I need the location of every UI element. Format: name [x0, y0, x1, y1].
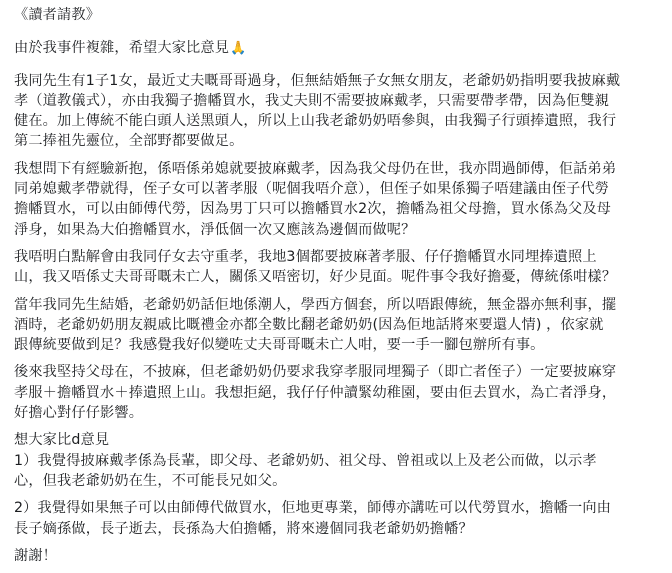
paragraph-1 [14, 71, 664, 152]
post-title [14, 5, 664, 25]
question-2-line: 2）我覺得如果無子可以由師傅代做買水，佢地更專業，師傅亦講咗可以代勞買水，擔幡一向由 [14, 500, 612, 517]
paragraph-line: 淨身，如果為大伯擔幡買水，淨低個一次又應該為邊個而做呢？ [14, 221, 416, 238]
paragraph-4 [14, 295, 664, 356]
paragraph-line: 跟傳統要做到足？我感覺我好似變咗丈夫哥哥嘅未亡人咁，要一手一腳包辦所有事。 [14, 337, 545, 354]
intro-text: 由於我事件複雜，希望大家比意見 [14, 40, 230, 57]
paragraph-line: 山，我又唔係丈夫哥哥嘅未亡人，關係又唔密切，好少見面。呢件事令我好擔憂，傳統係咁樣？ [14, 269, 617, 286]
question-1-line: 心，但我老爺奶奶在生，不可能長兄如父。 [14, 472, 287, 489]
paragraph-line: 第二捧祖先靈位，全部野都要做足。 [14, 133, 244, 150]
paragraph-line: 後來我堅持父母在，不披麻，但老爺奶奶仍要求我穿孝服同埋獨子（即亡者侄子）一定要披麻穿 [14, 364, 617, 381]
paragraph-3 [14, 247, 664, 288]
paragraph-line: 好擔心對仔仔影響。 [14, 405, 144, 422]
paragraph-line: 酒時，老爺奶奶朋友親戚比嘅禮金亦都全數比翻老爺奶奶(因為佢地話將來要還人情) ，依家就 [14, 316, 604, 333]
paragraph-line: 擔幡買水，可以由師傅代勞，因為男丁只可以擔幡買水2次，擔幡為祖父母擔，買水係為父及母 [14, 201, 612, 218]
post-body [14, 5, 664, 573]
paragraph-line: 孝服＋擔幡買水＋捧遺照上山。我想拒絕，我仔仔仲讀緊幼稚園，要由佢去買水，為亡者淨身， [14, 384, 617, 401]
paragraph-line: 健在。加上傳統不能白頭人送黑頭人，所以上山我老爺奶奶唔參與，由我獨子行頭捧遺照，我行 [14, 113, 617, 130]
closing-line [14, 546, 664, 566]
paragraph-line: 當年我同先生結婚，老爺奶奶話佢地係潮人，學西方個套，所以唔跟傳統，無金器亦無利事，擺 [14, 296, 617, 313]
closing-text: 謝謝！ [14, 547, 58, 564]
folded-hands-icon: 🙏 [230, 41, 247, 57]
paragraph-line: 我唔明白點解會由我同仔女去守重孝，我地3個都要披麻著孝服、仔仔擔幡買水同埋捧遺照上 [14, 248, 597, 265]
paragraph-5 [14, 362, 664, 423]
question-1-line: 1）我覺得披麻戴孝係為長輩，即父母、老爺奶奶、祖父母、曾祖或以上及老公而做，以示孝 [14, 452, 597, 469]
question-2 [14, 498, 664, 539]
paragraph-line: 我想問下有經驗新抱，係唔係弟媳就要披麻戴孝，因為我父母仍在世，我亦問過師傅，佢話弟弟 [14, 160, 617, 177]
intro-line [14, 38, 664, 59]
paragraph-line: 我同先生有1子1女，最近丈夫嘅哥哥過身，佢無結婚無子女無女朋友，老爺奶奶指明要我披麻戴 [14, 72, 621, 89]
paragraph-line: 孝（道教儀式），亦由我獨子擔幡買水，我丈夫則不需要披麻戴孝，只需要帶孝帶，因為佢雙親 [14, 92, 610, 109]
questions-heading: 想大家比d意見 [14, 432, 110, 449]
questions-section [14, 430, 664, 491]
paragraph-line: 同弟媳戴孝帶就得，侄子女可以著孝服（呢個我唔介意），但侄子如果係獨子唔建議由侄子代勞 [14, 181, 610, 198]
question-2-line: 長子嫡孫做，長子逝去，長孫為大伯擔幡，將來邊個同我老爺奶奶擔幡？ [14, 520, 473, 537]
post-title-text: 《讀者請教》 [14, 7, 101, 23]
paragraph-2 [14, 159, 664, 240]
